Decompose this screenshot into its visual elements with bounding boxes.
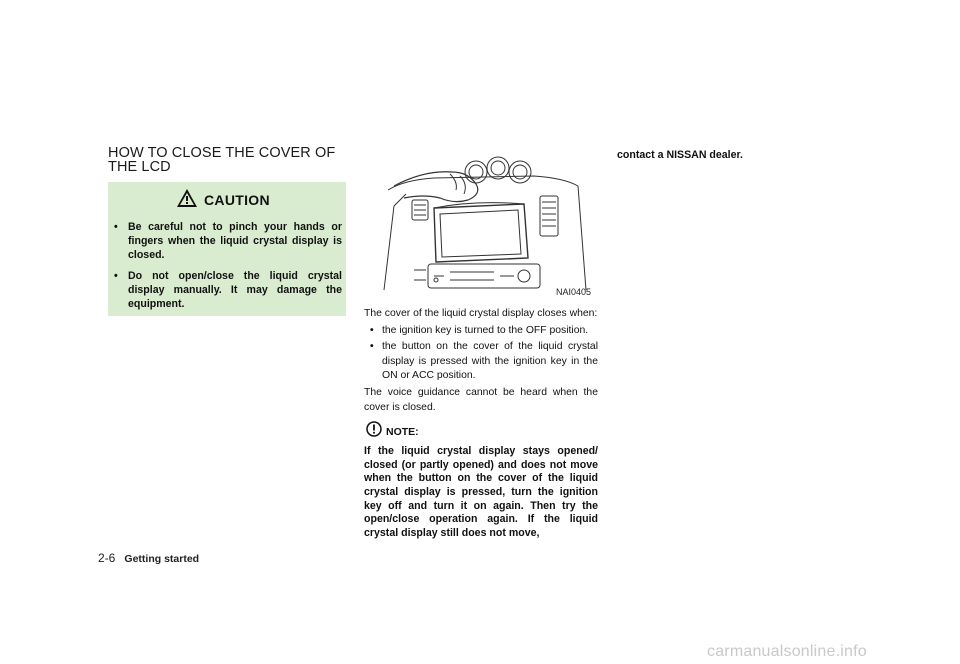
bullet-icon: • [370,341,374,353]
caution-item [114,220,342,263]
lcd-cover-illustration [364,150,596,300]
caution-label: CAUTION [204,192,270,208]
caution-item [114,269,342,312]
caution-item-text: Do not open/close the liquid crystal display manually. It may damage the equipment. [128,269,342,311]
caution-list [114,220,342,317]
caution-box [108,182,346,316]
page-footer [98,551,199,565]
caution-item-text: Be careful not to pinch your hands or fingers when the liquid crystal display is closed. [128,221,342,262]
caution-title [176,188,270,212]
exclamation-circle-icon [366,421,382,443]
list-item [364,340,598,384]
list-item-text: the ignition key is turned to the OFF position. [382,324,589,336]
voice-paragraph: The voice guidance cannot be heard when the cover is closed. [364,386,598,413]
bullet-icon: • [114,269,118,282]
intro-paragraph: The cover of the liquid crystal display closes when: [364,308,598,319]
page-number: 2-6 [98,551,116,565]
bullet-icon: • [114,221,118,233]
list-item-text: the button on the cover of the liquid crystal display is pressed with the ignition key in the ON or ACC position. [382,341,598,382]
note-continuation: contact a NISSAN dealer. [617,149,743,161]
section-heading: HOW TO CLOSE THE COVER OF THE LCD [108,145,336,175]
bullet-icon: • [370,324,374,336]
note-heading [366,423,598,441]
warning-triangle-icon [176,188,198,213]
main-text [364,307,598,540]
note-text: If the liquid crystal display stays opened/ closed (or partly opened) and does not move when the button on the cover of the liquid crystal display is pressed, turn the ignition key off and turn it on again. Then try the open/close operation again. If the liquid crystal display still does not move, [364,445,598,539]
list-item [364,324,598,339]
note-label: NOTE: [386,425,419,438]
figure-code: NAI0405 [556,287,592,297]
section-name: Getting started [124,553,200,565]
watermark: carmanualsonline.info [707,643,867,660]
